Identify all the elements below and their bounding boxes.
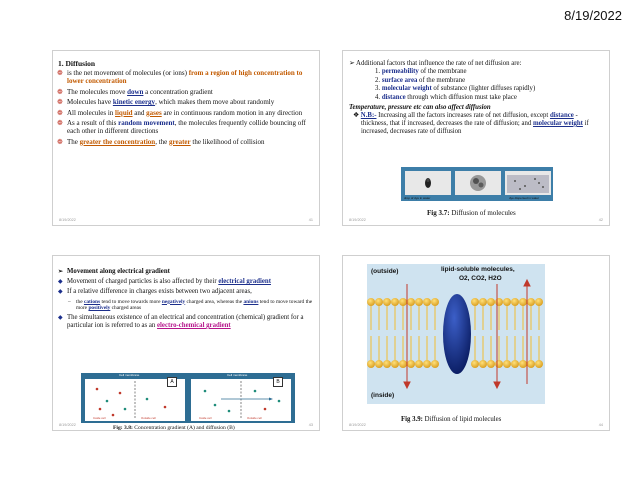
lipid-head [415, 298, 423, 306]
lipid-head [375, 360, 383, 368]
slide-heading: ➢ Movement along electrical gradient [58, 268, 170, 275]
lipid-head [535, 298, 543, 306]
dye-dispersed-panel [505, 171, 551, 195]
lipid-head [367, 360, 375, 368]
lipid-head [495, 360, 503, 368]
lipid-soluble-label: lipid-soluble molecules, [441, 266, 515, 273]
cell-membrane-label: Cell membrane [119, 373, 140, 377]
diamond-bullet-icon: ◆ [58, 279, 63, 286]
lipid-head [519, 360, 527, 368]
lipid-head [431, 298, 439, 306]
lipid-head [471, 360, 479, 368]
lipid-head [503, 360, 511, 368]
bullet-icon: ❁ [57, 137, 63, 146]
figure-caption: Fig: 3.8: Concentration gradient (A) and diffusion (B) [113, 425, 235, 431]
diamond-bullet-icon: ◆ [58, 314, 63, 321]
bullet-list [57, 69, 312, 148]
inside-label: Inside cell [199, 416, 212, 420]
bullet-icon: ❁ [57, 108, 63, 117]
lipid-head [407, 298, 415, 306]
lipid-head [423, 360, 431, 368]
bullet-icon: ❁ [57, 87, 63, 96]
lipid-head [511, 360, 519, 368]
dye-drop-panel [405, 171, 451, 195]
outside-label: Outside cell [247, 416, 262, 420]
italic-note: Temperature, pressure etc can also affect diffusion [349, 103, 491, 111]
dye-spreading-panel [455, 171, 501, 195]
factor-item: 4. distance through which diffusion must take place [375, 93, 517, 101]
label-a: A [167, 377, 177, 387]
dash-icon: – [68, 298, 71, 305]
diamond-bullet-icon: ❖ [353, 111, 361, 119]
bullet-icon: ❁ [57, 69, 63, 77]
lipid-head [431, 360, 439, 368]
slide-date: 8/19/2022 [59, 218, 76, 222]
dye-drop-image [405, 171, 451, 195]
lipid-head [471, 298, 479, 306]
lipid-head [511, 298, 519, 306]
lipid-bilayer-figure [367, 264, 545, 404]
cell-membrane-label: Cell membrane [227, 373, 248, 377]
slide-date: 8/19/2022 [349, 423, 366, 427]
slide-diffusion[interactable] [52, 50, 320, 226]
factor-item: 2. surface area of the membrane [375, 76, 466, 84]
lipid-bilayer-drawing [367, 264, 545, 404]
list-item: ❁ All molecules in liquid and gases are in continuous random motion in any direction [57, 108, 303, 117]
slide-number: 42 [598, 218, 603, 222]
list-item: ❁ As a result of this random movement, the molecules frequently collide bouncing off each other in different directions [57, 119, 306, 136]
lipid-head [399, 298, 407, 306]
transport-protein [443, 294, 471, 374]
sub-item: – the cations tend to move towards more negatively charged area, whereas the anions tend to move toward the more positively charged areas [68, 298, 313, 312]
lipid-head [479, 360, 487, 368]
slide-number: 44 [598, 423, 603, 427]
figure-caption: Fig 3.9: Diffusion of lipid molecules [401, 416, 502, 423]
slide-number: 41 [308, 218, 313, 222]
lipid-head [527, 298, 535, 306]
bullet-icon: ❁ [57, 98, 63, 107]
slide-date: 8/19/2022 [349, 218, 366, 222]
slide-lipid-diffusion[interactable] [342, 255, 610, 431]
lipid-head [399, 360, 407, 368]
photo-caption-left: drop of dye in water [404, 196, 431, 200]
inside-label: Inside cell [93, 416, 106, 420]
slide-title: 1. Diffusion [58, 59, 96, 68]
lipid-head [487, 298, 495, 306]
lipid-head [391, 298, 399, 306]
list-item: ❁ The molecules move down a concentration gradient [57, 87, 213, 96]
diffusion-photo [401, 167, 553, 201]
photo-caption-right: dye dispersed in water [509, 196, 540, 200]
bullet-icon: ❁ [57, 119, 63, 128]
slide-date: 8/19/2022 [59, 423, 76, 427]
slide-body [349, 60, 604, 136]
slide-number: 43 [308, 423, 313, 427]
lipid-head [535, 360, 543, 368]
lipid-head [391, 360, 399, 368]
factor-item: 1. permeability of the membrane [375, 68, 467, 76]
diamond-bullet-icon: ◆ [58, 289, 63, 296]
lipid-head [479, 298, 487, 306]
outside-label: (outside) [371, 268, 399, 275]
lipid-head [495, 298, 503, 306]
dye-spreading-image [455, 171, 501, 195]
list-item: ❁ Molecules have kinetic energy, which makes them move about randomly [57, 98, 275, 107]
intro-line: ➢ Additional factors that influence the rate of net diffusion are: [349, 60, 522, 67]
slide-body [58, 268, 316, 332]
nb-note: ❖ N.B:- Increasing all the factors increases rate of net diffusion, except distance - thickness, that if increased, decreases the rate of diffusion; and molecular weight if increased, decreases rate of diffusion [353, 111, 589, 136]
lipid-head [367, 298, 375, 306]
lipid-head [519, 298, 527, 306]
list-item: ◆ The simultaneous existence of an electrical and concentration (chemical) gradient for a particular ion is referred to as an electro-chemical gradient [58, 313, 304, 329]
list-item: ❁ The greater the concentration, the greater the likelihood of collision [57, 137, 265, 146]
slide-electrical-gradient[interactable] [52, 255, 320, 431]
list-item: ◆ If a relative difference in charges exists between two adjacent areas, [58, 288, 252, 296]
lipid-head [415, 360, 423, 368]
page-date: 8/19/2022 [564, 8, 622, 23]
list-item: ◆ Movement of charged particles is also affected by their electrical gradient [58, 278, 271, 286]
lipid-head [487, 360, 495, 368]
factor-item: 3. molecular weight of substance (lighter diffuses rapidly) [375, 85, 536, 93]
label-b: B [273, 377, 283, 387]
dye-dispersed-image [505, 171, 551, 195]
lipid-head [375, 298, 383, 306]
arrow-bullet-icon: ➢ [58, 269, 64, 275]
inside-label: (inside) [371, 392, 395, 399]
lipid-head [423, 298, 431, 306]
slide-diffusion-factors[interactable] [342, 50, 610, 226]
molecules-label: O2, CO2, H2O [459, 275, 502, 282]
lipid-head [407, 360, 415, 368]
list-item: ❁ is the net movement of molecules (or ions) from a region of high concentration to lower concentration [57, 69, 303, 86]
gradient-diagram [81, 373, 295, 423]
lipid-head [383, 298, 391, 306]
outside-label: Outside cell [141, 416, 156, 420]
lipid-head [383, 360, 391, 368]
lipid-head [527, 360, 535, 368]
arrow-bullet-icon: ➢ [349, 60, 357, 67]
figure-caption: Fig 3.7: Diffusion of molecules [427, 209, 516, 217]
lipid-head [503, 298, 511, 306]
